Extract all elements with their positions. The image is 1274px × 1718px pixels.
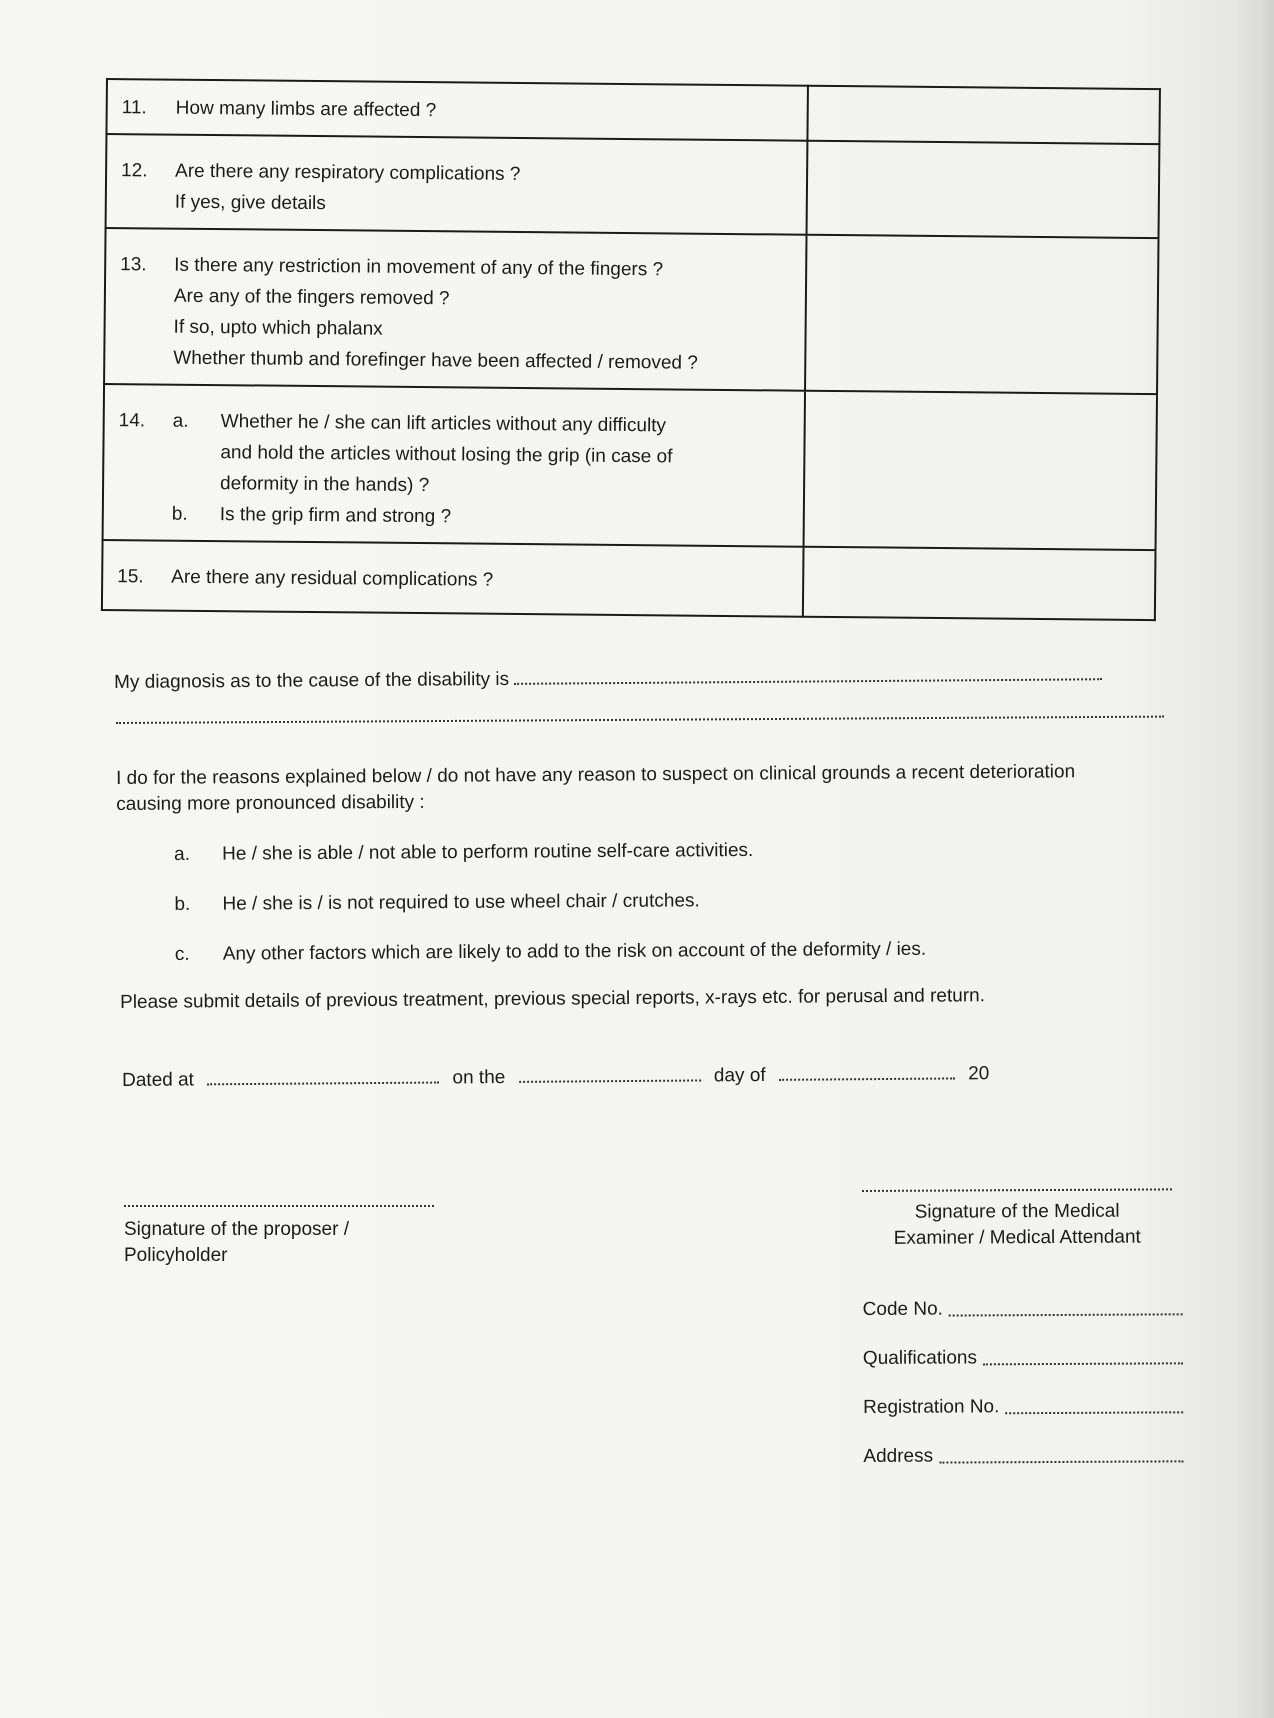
code-no-label: Code No.: [862, 1298, 943, 1320]
submission-instruction: Please submit details of previous treatment, previous special reports, x-rays etc. for perusal and return.: [120, 985, 986, 1013]
address-field[interactable]: [939, 1442, 1183, 1463]
item-text: He / she is / is not required to use wheel chair / crutches.: [222, 890, 700, 915]
question-text: If yes, give details: [174, 191, 326, 215]
registration-no-row: [863, 1370, 1183, 1421]
page-edge-shadow: [1236, 0, 1274, 1718]
diagnosis-field[interactable]: [514, 664, 1102, 685]
table-row-q14: [103, 384, 1157, 550]
medical-examiner-block: [862, 1188, 1183, 1470]
table-row-q11: [106, 79, 1159, 144]
registration-no-field[interactable]: [1005, 1393, 1183, 1414]
question-cell-12: [106, 134, 808, 235]
date-field[interactable]: [519, 1065, 701, 1082]
signature-caption: Signature of the Medical: [914, 1200, 1120, 1223]
registration-no-label: Registration No.: [863, 1396, 1000, 1418]
statement-line: causing more pronounced disability :: [116, 791, 425, 815]
sub-question-label: b.: [171, 503, 188, 525]
deterioration-statement: [116, 759, 1176, 818]
question-text: Is the grip firm and strong ?: [219, 504, 452, 528]
question-number: 11.: [121, 97, 147, 119]
code-no-row: [862, 1272, 1182, 1323]
assessment-items: [174, 836, 1055, 992]
question-text: How many limbs are affected ?: [175, 97, 437, 122]
item-label: a.: [174, 843, 191, 865]
answer-cell-11[interactable]: [808, 86, 1160, 144]
question-text: Are any of the fingers removed ?: [173, 285, 450, 310]
proposer-signature-field[interactable]: [124, 1205, 434, 1207]
qualifications-field[interactable]: [983, 1344, 1183, 1365]
address-label: Address: [863, 1445, 934, 1467]
proposer-signature-block: [124, 1205, 444, 1269]
question-number: 14.: [118, 410, 146, 432]
on-the-label: on the: [452, 1066, 506, 1089]
answer-cell-15[interactable]: [803, 547, 1155, 620]
item-text: Any other factors which are likely to add to the risk on account of the deformity / ies.: [222, 938, 927, 965]
sub-question-label: a.: [172, 410, 189, 432]
question-text: Is there any restriction in movement of any of the fingers ?: [174, 254, 664, 281]
signature-caption: Examiner / Medical Attendant: [893, 1226, 1141, 1249]
table-row-q13: [104, 228, 1158, 394]
month-field[interactable]: [779, 1063, 955, 1080]
question-number: 13.: [120, 254, 147, 276]
list-item: [174, 836, 1054, 892]
question-cell-14: [103, 384, 806, 547]
item-label: b.: [174, 893, 191, 915]
question-cell-11: [106, 79, 808, 141]
day-of-label: day of: [713, 1064, 766, 1087]
answer-cell-12[interactable]: [807, 141, 1159, 238]
question-cell-13: [104, 228, 807, 391]
table-row-q15: [102, 540, 1156, 620]
question-text: and hold the articles without losing the grip (in case of: [220, 442, 673, 468]
qualifications-row: [863, 1321, 1183, 1372]
examiner-signature-field[interactable]: [862, 1188, 1172, 1192]
question-text: Whether he / she can lift articles without any difficulty: [220, 411, 667, 437]
dated-at-label: Dated at: [122, 1069, 195, 1091]
question-text: Are there any residual complications ?: [171, 566, 494, 591]
question-number: 12.: [121, 160, 148, 182]
item-text: He / she is able / not able to perform routine self-care activities.: [222, 839, 754, 865]
signature-caption: Signature of the proposer /: [124, 1219, 349, 1240]
place-field[interactable]: [207, 1068, 439, 1086]
question-text: Are there any respiratory complications ?: [175, 160, 521, 185]
question-text: Whether thumb and forefinger have been affected / removed ?: [173, 347, 698, 374]
question-text: If so, upto which phalanx: [173, 316, 383, 340]
item-label: c.: [174, 943, 190, 965]
question-text: deformity in the hands) ?: [220, 473, 430, 497]
code-no-field[interactable]: [949, 1295, 1183, 1316]
address-row: [863, 1419, 1183, 1470]
question-cell-15: [102, 540, 804, 617]
diagnosis-label: My diagnosis as to the cause of the disability is: [114, 668, 510, 693]
answer-cell-14[interactable]: [804, 391, 1157, 550]
qualifications-label: Qualifications: [862, 1347, 977, 1369]
questions-table: [101, 78, 1161, 621]
statement-line: I do for the reasons explained below / do not have any reason to suspect on clinical grounds a recent deterioration: [116, 761, 1076, 789]
question-number: 15.: [117, 566, 144, 588]
signature-caption: Policyholder: [124, 1245, 228, 1266]
table-row-q12: [106, 134, 1160, 238]
year-prefix: 20: [968, 1063, 990, 1085]
list-item: [174, 886, 1054, 942]
answer-cell-13[interactable]: [805, 235, 1158, 394]
